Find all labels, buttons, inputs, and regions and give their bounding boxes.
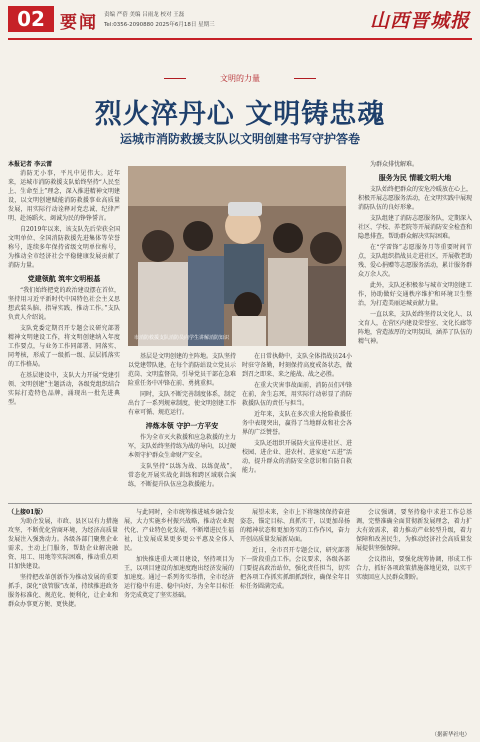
continuation-label: （上接01版） bbox=[8, 509, 47, 516]
paragraph: 近年来，支队在多次重大抢险救援任务中表现突出，赢得了当地群众和社会各界的广泛赞誉。 bbox=[242, 411, 352, 436]
masthead bbox=[0, 0, 480, 40]
paragraph: 一直以来，支队始终坚持以文化人、以文育人，在营区内建设荣誉室、文化长廊等阵地，营造浓厚的文明氛围，涵养了队伍的精气神。 bbox=[358, 311, 472, 345]
paragraph: 为助企发展，市政、县区以有力措施攻坚，不断优化营商环境，为经济高质量发展注入强劲动力。各级各部门聚焦企业需求，主动上门服务，帮助企业解决融资、用工、用地等实际困难，推动重点项目加快建设。 bbox=[8, 518, 118, 570]
paragraph: 在“学雷锋”志愿服务月等重要时间节点，支队组织指战员走进社区，开展敬老助残、爱心捐赠等志愿服务活动，累计服务群众万余人次。 bbox=[358, 244, 472, 278]
article-column-2 bbox=[128, 352, 236, 500]
paragraph: 此外，支队还积极参与城市文明创建工作，协助做好交通秩序维护和环境卫生整治，为打造美丽运城贡献力量。 bbox=[358, 282, 472, 307]
section-divider bbox=[8, 503, 472, 504]
bottom-column-4 bbox=[356, 508, 472, 728]
paragraph: 自2019年以来，该支队先后荣获全国文明单位、全国消防救援先进集体等荣誉称号，连续多年保持省级文明单位称号，为推动全市经济社会平稳健康发展贡献了消防力量。 bbox=[8, 226, 120, 269]
paragraph: 与此同时，全市统筹推进城乡融合发展，大力实施乡村振兴战略，推动农业现代化、产业特色化发展，不断增进民生福祉，让发展成果更多更公平惠及全体人民。 bbox=[124, 509, 234, 552]
paragraph: 支队党委定期召开专题会议研究部署精神文明建设工作，将文明创建纳入年度工作要点，与业务工作同部署、同落实、同考核，形成了一级抓一级、层层抓落实的工作格局。 bbox=[8, 325, 120, 368]
paragraph: 支队坚持“以练为战、以练促战”，常态化开展实战化训练和跨区域联合演练，不断提升队伍应急救援能力。 bbox=[128, 463, 236, 488]
paragraph: 支队还组织开展防火宣传进社区、进校园、进企业、进农村、进家庭“五进”活动，提升群众的消防安全意识和自防自救能力。 bbox=[242, 440, 352, 474]
column-kicker: 文明的力量 bbox=[188, 72, 292, 86]
photo-illustration bbox=[128, 166, 346, 346]
paragraph: 支队始终把群众的安危冷暖放在心上，积极开展志愿服务活动，在文明实践中展现消防队伍的良好形象。 bbox=[358, 186, 472, 211]
paragraph: 在重大灾害事故面前，消防员们冲锋在前，舍生忘死，用实际行动彰显了消防救援队伍的责任与担当。 bbox=[242, 382, 352, 407]
bottom-column-1 bbox=[8, 508, 118, 728]
paragraph: 在日常执勤中，支队全体指战员24小时驻守备勤，时刻保持高度戒备状态，做到召之即来、来之能战、战之必胜。 bbox=[242, 353, 352, 378]
page-number: 02 bbox=[8, 6, 54, 32]
article-column-1 bbox=[8, 160, 120, 500]
paragraph: 加快推进重大项目建设，坚持项目为王，以项目建设的加速度跑出经济发展的加速度。通过一系列务实举措，全市经济运行稳中有进、稳中向好，为全年目标任务完成奠定了坚实基础。 bbox=[124, 556, 234, 599]
paragraph: 坚持把改革创新作为推动发展的重要抓手，深化“放管服”改革，持续推进政务服务标准化、规范化、便利化，让企业和群众办事更方便、更快捷。 bbox=[8, 574, 118, 608]
paragraph: 基层是文明创建的主阵地。支队坚持以党建带队建，在每个消防站设立党员示范岗、文明监督岗，引导党员干部在急难险重任务中冲锋在前、勇挑重担。 bbox=[128, 353, 236, 387]
paragraph: 会议指出，要强化统筹协调，形成工作合力，抓好各项政策措施落地见效，以实干实绩回应人民群众期盼。 bbox=[356, 556, 472, 581]
section-heading: 淬炼本领 守护一方平安 bbox=[145, 421, 219, 430]
paragraph: 同时，支队不断完善制度体系，制定出台了一系列规章制度，使文明创建工作有章可循、规范运行。 bbox=[128, 391, 236, 416]
paragraph: 展望未来，全市上下将继续保持奋进姿态，锚定目标、真抓实干，以更加昂扬的精神状态和更加务实的工作作风，奋力开创高质量发展新局面。 bbox=[240, 509, 350, 543]
photo-caption: 市消防救援支队消防员向学生讲解消防知识 bbox=[134, 335, 230, 341]
issue-date: Tel:0356-2090880 2025年6月18日 星期三 bbox=[104, 22, 215, 28]
article-column-3 bbox=[242, 352, 352, 500]
paragraph: “我们始终把党的政治建设摆在首位，坚持用习近平新时代中国特色社会主义思想武装头脑、指导实践、推动工作。”支队负责人介绍说。 bbox=[8, 287, 120, 321]
paragraph: 会议强调，要坚持稳中求进工作总基调，完整准确全面贯彻新发展理念，着力扩大有效需求，着力推动产业转型升级，着力保障和改善民生，为推动经济社会高质量发展提供坚强保障。 bbox=[356, 509, 472, 552]
news-photo bbox=[128, 166, 346, 346]
masthead-rule bbox=[8, 38, 472, 40]
paragraph: 消防无小事，平凡中见伟大。近年来，运城市消防救援支队始终坚持“人民至上、生命至上”理念，深入推进精神文明建设，以文明创建赋能消防救援事业高质量发展，用实际行动诠释对党忠诚、纪律严明、赴汤蹈火、竭诚为民的铮铮誓言。 bbox=[8, 170, 120, 222]
editor-credits: 责编 严蓓 美编 吕雨龙 校对 王磊 bbox=[104, 12, 185, 18]
bottom-column-2 bbox=[124, 508, 234, 728]
paragraph: 在基层建设中，支队大力开展“党建引领、文明创建”主题活动，各级党组织结合实际打造特色品牌，涌现出一批先进典型。 bbox=[8, 372, 120, 406]
article-column-4 bbox=[358, 160, 472, 500]
paragraph: 为群众排忧解难。 bbox=[370, 161, 419, 168]
paragraph: 作为全市灭火救援和应急救援的主力军，支队始终坚持练为战的导向，以过硬本领守护群众生命财产安全。 bbox=[128, 434, 236, 459]
newspaper-logo: 山西晋城报 bbox=[369, 10, 470, 32]
bottom-column-3 bbox=[240, 508, 350, 728]
source-note: （据新华社电） bbox=[431, 732, 470, 738]
section-heading: 服务为民 情暖文明大地 bbox=[378, 173, 452, 182]
byline: 本报记者 李云雷 bbox=[8, 161, 53, 168]
subheadline: 运城市消防救援支队以文明创建书写守护答卷 bbox=[119, 132, 360, 146]
headline: 烈火淬丹心 文明铸忠魂 bbox=[94, 99, 386, 130]
paragraph: 近日，全市召开专题会议，研究部署下一阶段重点工作。会议要求，各级各部门要提高政治站位，强化责任担当，切实把各项工作抓实抓细抓到位，确保全年目标任务圆满完成。 bbox=[240, 547, 350, 590]
paragraph: 支队组建了消防志愿服务队，定期深入社区、学校、养老院等开展消防安全检查和隐患排查，帮助群众解决实际困难。 bbox=[358, 215, 472, 240]
section-heading: 党建领航 筑牢文明根基 bbox=[27, 274, 101, 283]
section-title: 要闻 bbox=[60, 13, 98, 33]
